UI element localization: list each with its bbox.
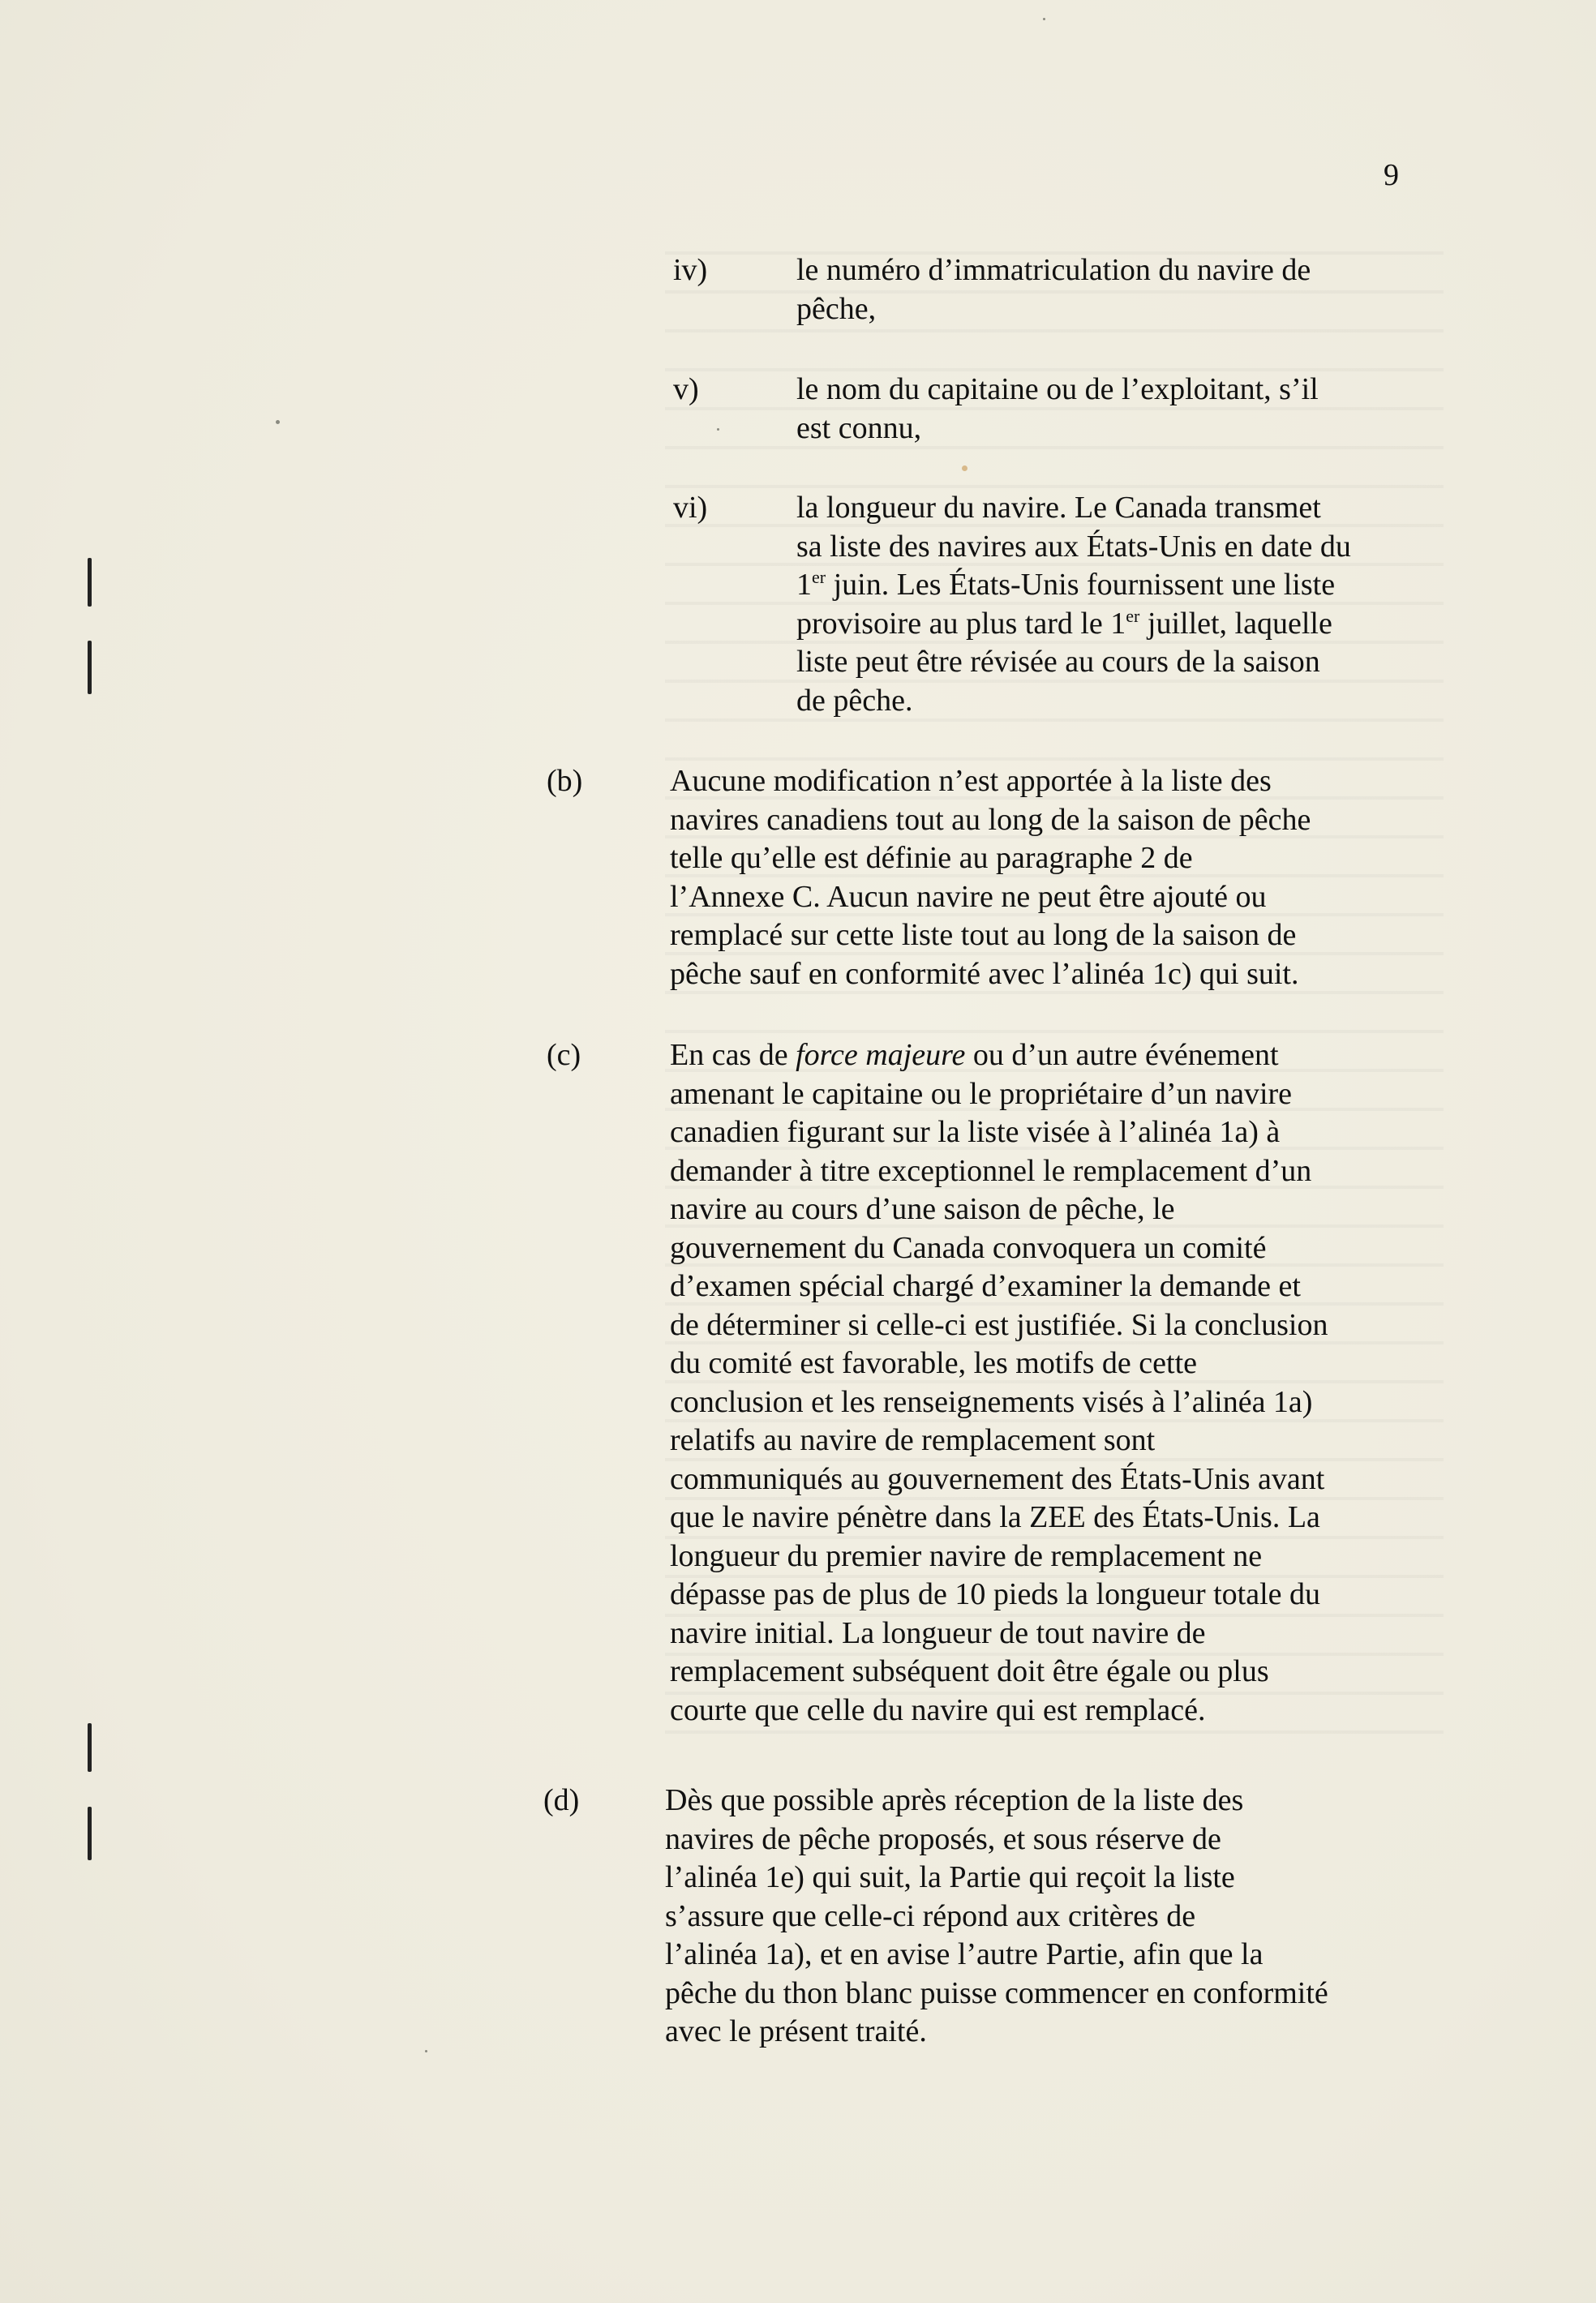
- paragraph-text: [670, 762, 1400, 993]
- binding-mark: [88, 641, 92, 694]
- sub-item-label: iv): [673, 253, 708, 287]
- text-line: gouvernement du Canada convoquera un comité: [670, 1230, 1267, 1265]
- binding-mark: [88, 1723, 92, 1772]
- text-line: sa liste des navires aux États-Unis en date du: [796, 529, 1351, 564]
- text-line: navires de pêche proposés, et sous réserve de: [665, 1821, 1221, 1856]
- paragraph-label: (b): [547, 764, 583, 798]
- text-line: courte que celle du navire qui est remplacé.: [670, 1692, 1206, 1727]
- sub-item-label: v): [673, 372, 699, 406]
- text-line: que le navire pénètre dans la ZEE des États-Unis. La: [670, 1500, 1320, 1534]
- scan-speck: [1043, 18, 1045, 20]
- sub-item-label: vi): [673, 491, 708, 525]
- binding-mark: [88, 1807, 92, 1860]
- page-number: 9: [1384, 158, 1399, 192]
- scan-speck: [425, 2050, 427, 2052]
- text-line: s’assure que celle-ci répond aux critères de: [665, 1898, 1196, 1933]
- scan-speck: [717, 428, 719, 431]
- paragraph-text: [665, 1782, 1395, 2052]
- text-line: En cas de force majeure ou d’un autre événement: [670, 1038, 1279, 1072]
- text-line: du comité est favorable, les motifs de cette: [670, 1346, 1197, 1380]
- text-line: est connu,: [796, 410, 922, 445]
- text-line: dépasse pas de plus de 10 pieds la longueur totale du: [670, 1577, 1321, 1611]
- text-line: pêche,: [796, 291, 877, 326]
- text-line: d’examen spécial chargé d’examiner la demande et: [670, 1269, 1301, 1303]
- text-line: l’alinéa 1a), et en avise l’autre Partie, afin que la: [665, 1937, 1264, 1971]
- text-line: longueur du premier navire de remplacement ne: [670, 1538, 1263, 1573]
- text-line: canadien figurant sur la liste visée à l’alinéa 1a) à: [670, 1115, 1281, 1149]
- paragraph-text: [670, 1036, 1400, 1730]
- scan-speck: [276, 420, 280, 424]
- text-line: demander à titre exceptionnel le remplacement d’un: [670, 1153, 1312, 1188]
- text-line: communiqués au gouvernement des États-Unis avant: [670, 1461, 1325, 1496]
- binding-mark: [88, 558, 92, 607]
- text-line: 1er juin. Les États-Unis fournissent une liste: [796, 567, 1336, 602]
- sub-item-text: [796, 251, 1429, 328]
- text-line: de déterminer si celle-ci est justifiée. Si la conclusion: [670, 1307, 1328, 1342]
- paragraph-label: (d): [543, 1783, 580, 1817]
- text-line: relatifs au navire de remplacement sont: [670, 1423, 1156, 1457]
- text-line: remplacé sur cette liste tout au long de la saison de: [670, 918, 1297, 952]
- text-line: de pêche.: [796, 683, 913, 718]
- text-line: provisoire au plus tard le 1er juillet, laquelle: [796, 605, 1332, 641]
- text-line: l’alinéa 1e) qui suit, la Partie qui reçoit la liste: [665, 1860, 1235, 1894]
- text-line: Dès que possible après réception de la liste des: [665, 1783, 1244, 1817]
- text-line: conclusion et les renseignements visés à l’alinéa 1a): [670, 1384, 1313, 1419]
- text-line: le numéro d’immatriculation du navire de: [796, 253, 1311, 287]
- paragraph-label: (c): [547, 1038, 581, 1072]
- text-line: liste peut être révisée au cours de la saison: [796, 645, 1320, 679]
- text-line: la longueur du navire. Le Canada transmet: [796, 491, 1321, 525]
- text-line: l’Annexe C. Aucun navire ne peut être ajouté ou: [670, 879, 1267, 914]
- text-line: amenant le capitaine ou le propriétaire d’un navire: [670, 1076, 1293, 1111]
- text-line: telle qu’elle est définie au paragraphe 2 de: [670, 841, 1193, 875]
- text-line: remplacement subséquent doit être égale ou plus: [670, 1654, 1269, 1688]
- sub-item-text: [796, 371, 1429, 448]
- text-line: navire au cours d’une saison de pêche, le: [670, 1192, 1175, 1226]
- sub-item-text: [796, 489, 1429, 720]
- text-line: pêche du thon blanc puisse commencer en conformité: [665, 1975, 1328, 2010]
- text-line: pêche sauf en conformité avec l’alinéa 1c) qui suit.: [670, 956, 1299, 991]
- scan-speck: [962, 465, 967, 471]
- text-line: le nom du capitaine ou de l’exploitant, s’il: [796, 372, 1319, 406]
- text-line: navires canadiens tout au long de la saison de pêche: [670, 802, 1311, 837]
- text-line: Aucune modification n’est apportée à la liste des: [670, 764, 1272, 798]
- text-line: avec le présent traité.: [665, 2014, 927, 2048]
- text-line: navire initial. La longueur de tout navire de: [670, 1615, 1206, 1650]
